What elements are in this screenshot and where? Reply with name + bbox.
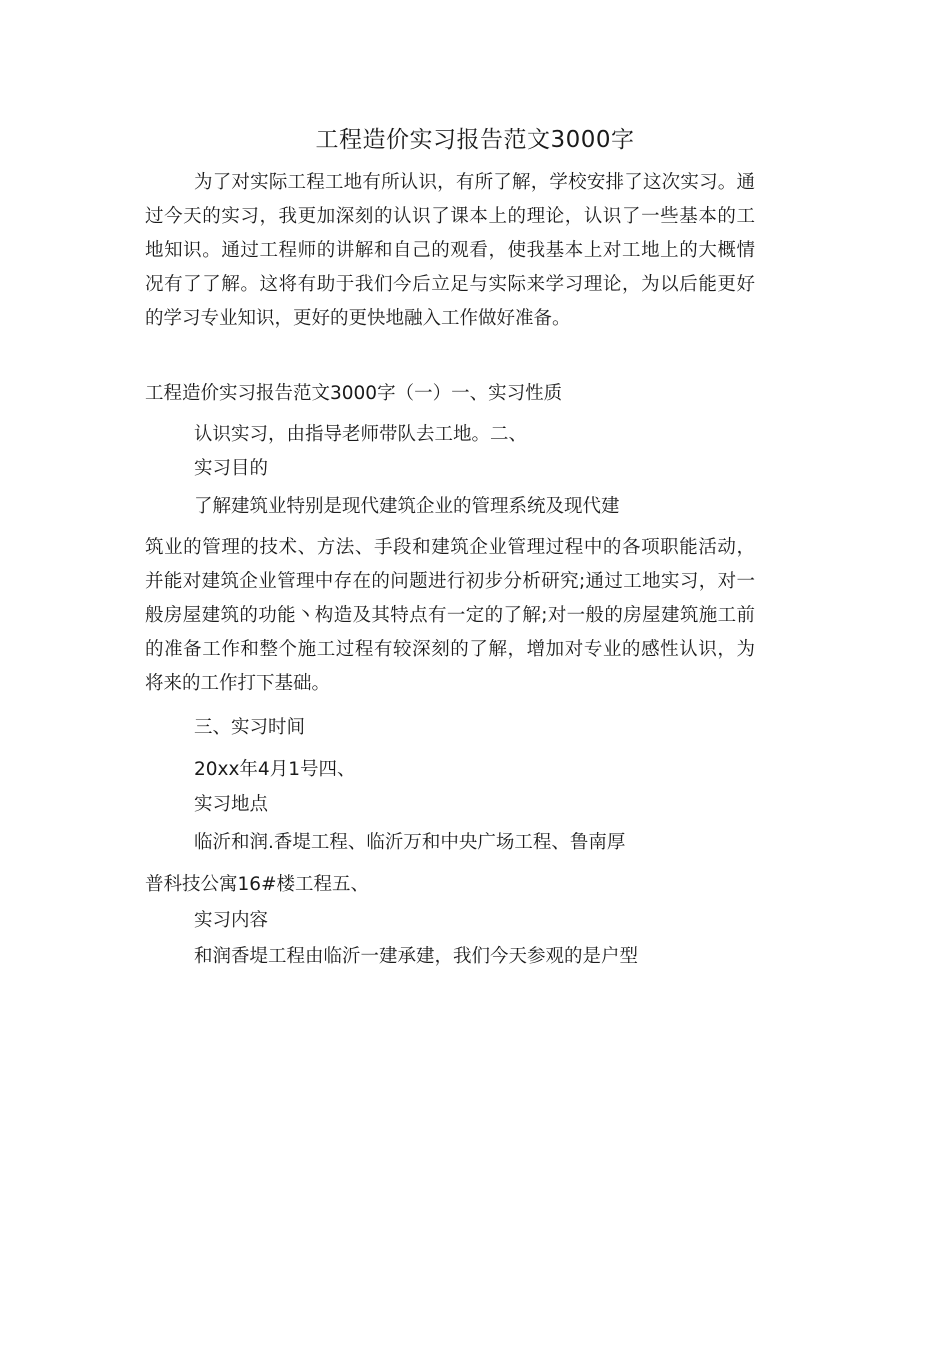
content-heading: 实习内容 xyxy=(194,910,269,931)
purpose-line: 了解建筑业特别是现代建筑企业的管理系统及现代建 xyxy=(194,496,620,517)
time-heading: 三、实习时间 xyxy=(194,717,306,738)
location-line-continued: 普科技公寓16#楼工程五、 xyxy=(145,874,370,895)
nature-text: 认识实习，由指导老师带队去工地。二、 xyxy=(194,424,528,445)
purpose-paragraph: 筑业的管理的技术、方法、手段和建筑企业管理过程中的各项职能活动，并能对建筑企业管理中存在的问题进行初步分析研究;通过工地实习，对一般房屋建筑的功能丶构造及其特点有一定的了解;对一般的房屋建筑施工前的准备工作和整个施工过程有较深刻的了解，增加对专业的感性认识，为将来的工作打下基础。 xyxy=(145,537,755,694)
location-heading: 实习地点 xyxy=(194,794,269,815)
intro-paragraph: 为了对实际工程工地有所认识，有所了解，学校安排了这次实习。通过今天的实习，我更加深刻的认识了课本上的理论，认识了一些基本的工地知识。通过工程师的讲解和自己的观看，使我基本上对工地上的大概情况有了了解。这将有助于我们今后立足与实际来学习理论，为以后能更好的学习专业知识，更好的更快地融入工作做好准备。 xyxy=(145,172,755,329)
content-text: 和润香堤工程由临沂一建承建，我们今天参观的是户型 xyxy=(194,946,639,967)
time-text: 20xx年4月1号四、 xyxy=(194,759,356,780)
section-heading: 工程造价实习报告范文3000字（一）一、实习性质 xyxy=(145,383,563,404)
document-title: 工程造价实习报告范文3000字 xyxy=(315,127,635,153)
purpose-heading: 实习目的 xyxy=(194,458,269,479)
location-line: 临沂和润.香堤工程、临沂万和中央广场工程、鲁南厚 xyxy=(194,832,626,853)
